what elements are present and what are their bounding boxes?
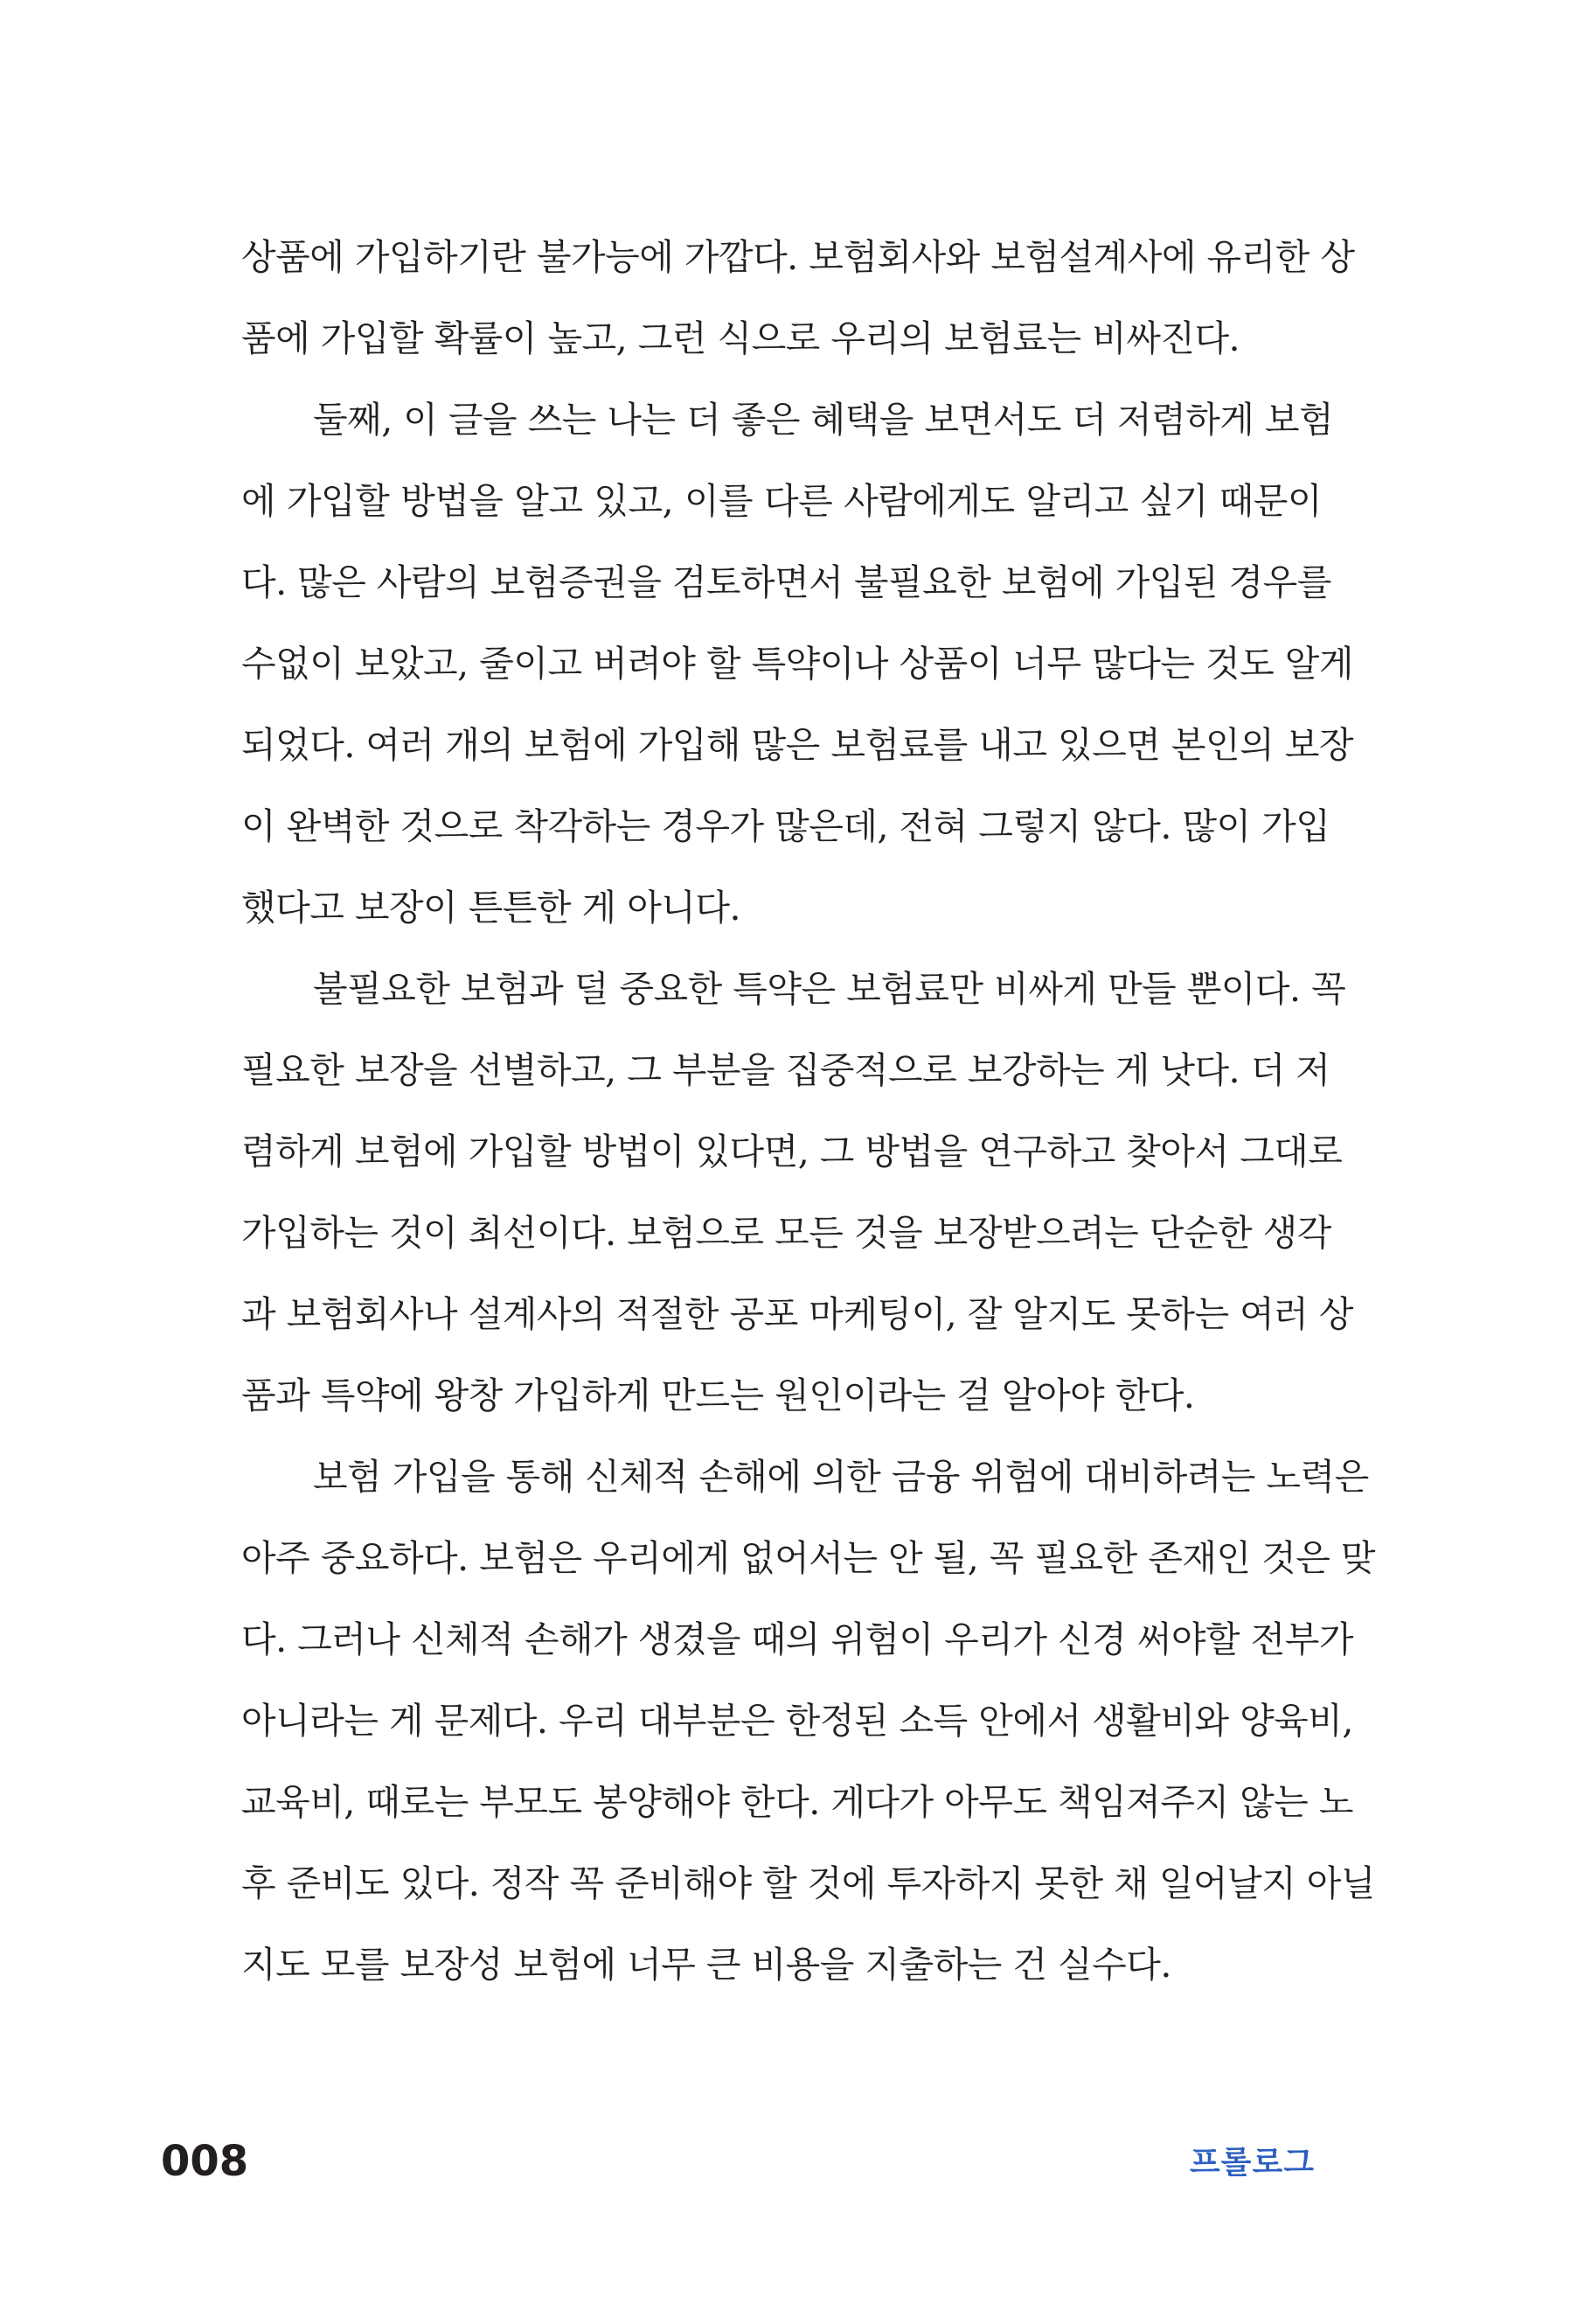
- paragraph-line: 아주 중요하다. 보험은 우리에게 없어서는 안 될, 꼭 필요한 존재인 것은 맞: [241, 1537, 1375, 1579]
- paragraph-line: 후 준비도 있다. 정작 꼭 준비해야 할 것에 투자하지 못한 채 일어날지 아닐: [241, 1862, 1375, 1904]
- paragraph-line: 되었다. 여러 개의 보험에 가입해 많은 보험료를 내고 있으면 본인의 보장: [241, 724, 1353, 766]
- paragraph-line: 과 보험회사나 설계사의 적절한 공포 마케팅이, 잘 알지도 못하는 여러 상: [241, 1293, 1353, 1335]
- paragraph-line: 상품에 가입하기란 불가능에 가깝다. 보험회사와 보험설계사에 유리한 상: [241, 236, 1355, 278]
- paragraph-line: 렴하게 보험에 가입할 방법이 있다면, 그 방법을 연구하고 찾아서 그대로: [241, 1131, 1343, 1172]
- paragraph-line: 했다고 보장이 튼튼한 게 아니다.: [241, 887, 741, 929]
- paragraph-line: 다. 많은 사람의 보험증권을 검토하면서 불필요한 보험에 가입된 경우를: [241, 561, 1331, 603]
- paragraph-line: 둘째, 이 글을 쓰는 나는 더 좋은 혜택을 보면서도 더 저렴하게 보험: [313, 399, 1334, 441]
- body-text: [241, 217, 1375, 2006]
- paragraph-line: 아니라는 게 문제다. 우리 대부분은 한정된 소득 안에서 생활비와 양육비,: [241, 1700, 1353, 1742]
- paragraph-line: 수없이 보았고, 줄이고 버려야 할 특약이나 상품이 너무 많다는 것도 알게: [241, 643, 1353, 685]
- paragraph-line: 품과 특약에 왕창 가입하게 만드는 원인이라는 걸 알아야 한다.: [241, 1374, 1195, 1416]
- section-title: 프롤로그: [1189, 2145, 1315, 2181]
- paragraph-line: 불필요한 보험과 덜 중요한 특약은 보험료만 비싸게 만들 뿐이다. 꼭: [313, 968, 1346, 1010]
- page-number: 008: [161, 2137, 249, 2186]
- paragraph-line: 이 완벽한 것으로 착각하는 경우가 많은데, 전혀 그렇지 않다. 많이 가입: [241, 805, 1330, 847]
- paragraph-line: 가입하는 것이 최선이다. 보험으로 모든 것을 보장받으려는 단순한 생각: [241, 1212, 1331, 1254]
- paragraph-line: 에 가입할 방법을 알고 있고, 이를 다른 사람에게도 알리고 싶기 때문이: [241, 480, 1322, 522]
- paragraph-line: 필요한 보장을 선별하고, 그 부분을 집중적으로 보강하는 게 낫다. 더 저: [241, 1049, 1330, 1091]
- paragraph-line: 교육비, 때로는 부모도 봉양해야 한다. 게다가 아무도 책임져주지 않는 노: [241, 1781, 1353, 1823]
- paragraph-line: 지도 모를 보장성 보험에 너무 큰 비용을 지출하는 건 실수다.: [241, 1944, 1171, 1986]
- paragraph-line: 다. 그러나 신체적 손해가 생겼을 때의 위험이 우리가 신경 써야할 전부가: [241, 1618, 1353, 1660]
- paragraph-line: 품에 가입할 확률이 높고, 그런 식으로 우리의 보험료는 비싸진다.: [241, 317, 1240, 359]
- paragraph-line: 보험 가입을 통해 신체적 손해에 의한 금융 위험에 대비하려는 노력은: [313, 1456, 1369, 1498]
